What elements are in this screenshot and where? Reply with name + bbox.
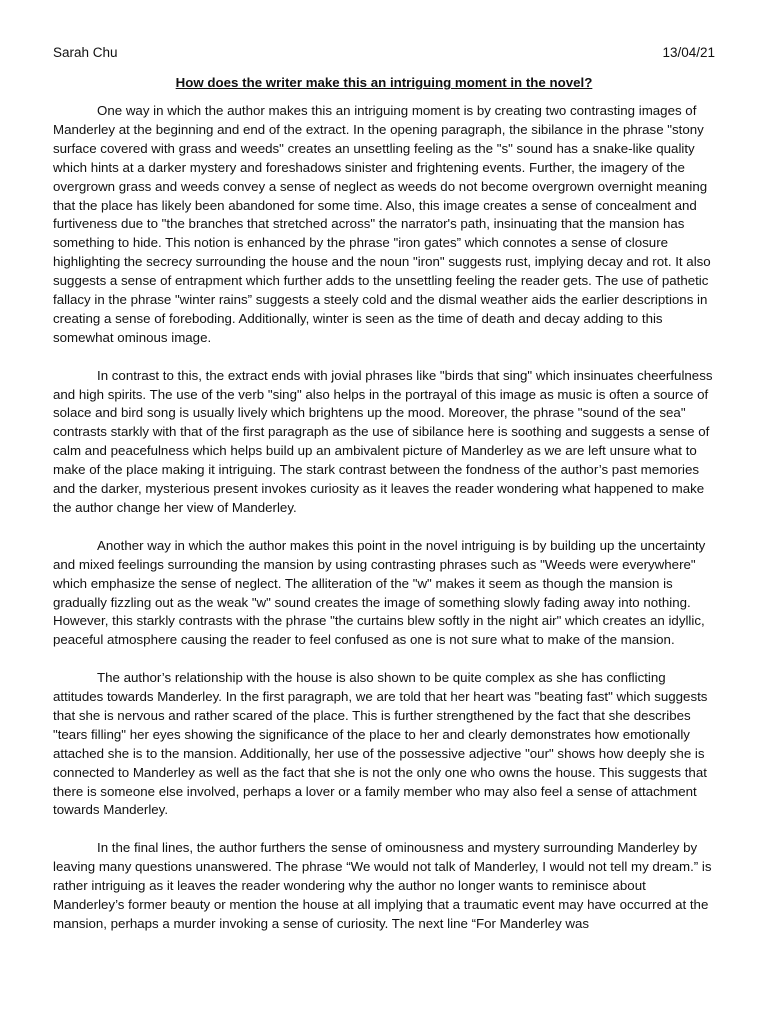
document-header [53, 45, 715, 65]
essay-title: How does the writer make this an intriguing moment in the novel? [175, 75, 593, 90]
essay-paragraph-4: The author’s relationship with the house is also shown to be quite complex as she has conflicting attitudes towards Manderley. In the first paragraph, we are told that her heart was "beating fast" which suggests that she is nervous and rather scared of the place. This is further strengthened by the fact that she describes "tears filling" her eyes showing the significance of the place to her and clearly demonstrates how emotionally attached she is to the mansion. Additionally, her use of the possessive adjective "our" shows how deeply she is connected to Manderley as well as the fact that she is not the only one who owns the house. This suggests that there is someone else involved, perhaps a lover or a family member who may also feel a sense of attachment towards Manderley. [53, 670, 708, 818]
essay-body [53, 102, 715, 953]
document-page [53, 0, 715, 1024]
essay-paragraph-5: In the final lines, the author furthers the sense of ominousness and mystery surrounding Manderley by leaving many questions unanswered. The phrase “We would not talk of Manderley, I would not tell my dream.” is rather intriguing as it leaves the reader wondering why the author no longer wants to reminisce about Manderley’s former beauty or mention the house at all implying that a traumatic event may have occurred at the mansion, perhaps a murder invoking a sense of curiosity. The next line “For Manderley was [53, 840, 712, 931]
essay-paragraph-2: In contrast to this, the extract ends with jovial phrases like "birds that sing" which insinuates cheerfulness and high spirits. The use of the verb "sing" also helps in the portrayal of this image as music is often a source of solace and bird song is usually lively which brightens up the mood. Moreover, the phrase "sound of the sea" contrasts starkly with that of the first paragraph as the use of sibilance here is soothing and suggests a sense of calm and peacefulness which helps build up an ambivalent picture of Manderley as we are left unsure what to make of the place making it intriguing. The stark contrast between the fondness of the author’s past memories and the darker, mysterious present invokes curiosity as it leaves the reader wondering what happened to make the author change her view of Manderley. [53, 367, 713, 516]
essay-paragraph-3: Another way in which the author makes this point in the novel intriguing is by building up the uncertainty and mixed feelings surrounding the mansion by using contrasting phrases such as "Weeds were everywhere" which emphasize the sense of neglect. The alliteration of the "w" makes it seem as though the mansion is gradually fizzling out as the weak "w" sound creates the image of something slowly fading away into nothing. However, this starkly contrasts with the phrase "the curtains blew softly in the night air" which creates an idyllic, peaceful atmosphere causing the reader to feel confused as one is not sure what to make of the mansion. [53, 537, 706, 648]
essay-paragraph-1: One way in which the author makes this an intriguing moment is by creating two contrasting images of Manderley at the beginning and end of the extract. In the opening paragraph, the sibilance in the phrase "stony surface covered with grass and weeds" creates an unsettling feeling as the "s" sound has a snake-like quality which hints at a darker mystery and foreshadows sinister and frightening events. Further, the imagery of the overgrown grass and weeds convey a sense of neglect as weeds do not become overgrown overnight meaning that the place has likely been abandoned for some time. Also, this image creates a sense of concealment and furtiveness due to "the branches that stretched across" the narrator's path, insinuating that the mansion has something to hide. This notion is enhanced by the phrase "iron gates” which connotes a sense of closure highlighting the secrecy surrounding the house and the noun "iron" suggests rust, implying decay and rot. It also suggests a sense of entrapment which further adds to the unsettling feeling the reader gets. The use of pathetic fallacy in the phrase "winter rains” suggests a steely cold and the dismal weather aids the earlier descriptions in creating a sense of foreboding. Additionally, winter is seen as the time of death and decay adding to this somewhat ominous image. [53, 103, 711, 345]
author-name: Sarah Chu [53, 45, 118, 60]
document-date: 13/04/21 [662, 45, 715, 60]
